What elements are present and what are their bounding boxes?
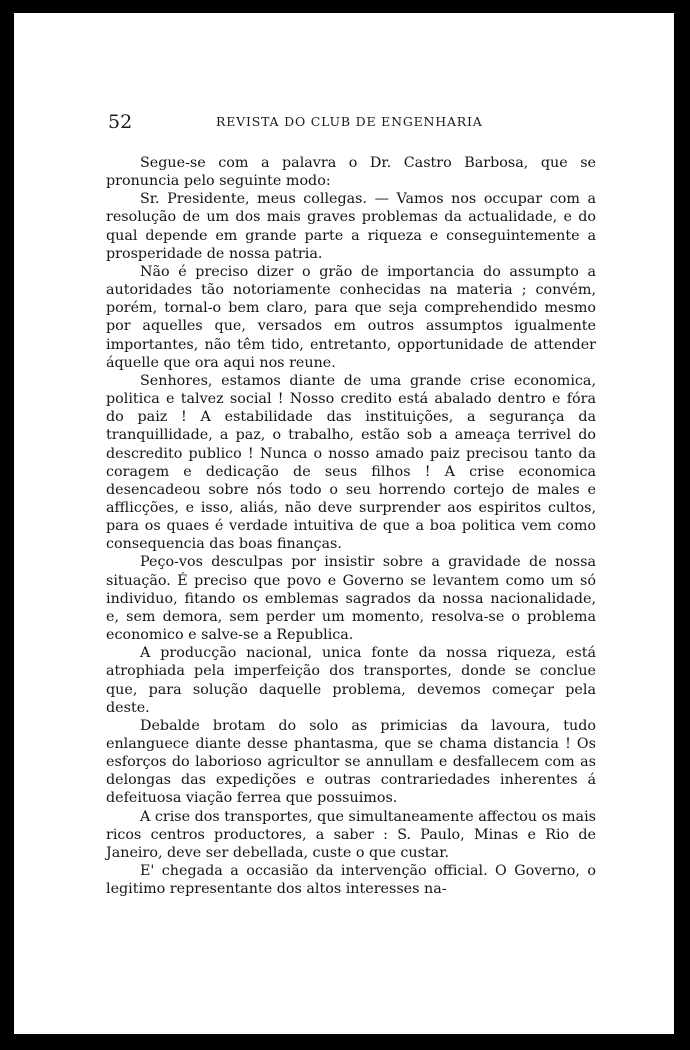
paragraph: Peço-vos desculpas por insistir sobre a gravidade de nossa situação. É preciso que povo e Governo se levantem como um só individuo, fitando os emblemas sagrados da nossa nacionalidade, e, sem demora, sem perder um momento, resolva-se o problema economico e salve-se a Republica.	[106, 554, 596, 644]
paragraph: A producção nacional, unica fonte da nossa riqueza, está atrophiada pela imperfeição dos transportes, donde se conclue que, para solução daquelle problema, devemos começar pela deste.	[106, 645, 596, 716]
page-header	[108, 111, 598, 137]
paragraph: Sr. Presidente, meus collegas. — Vamos nos occupar com a resolução de um dos mais graves problemas da actualidade, e do qual depende em grande parte a riqueza e conseguintemente a prosperidade de nossa patria.	[106, 191, 596, 262]
paragraph: A crise dos transportes, que simultaneamente affectou os mais ricos centros productores, a saber : S. Paulo, Minas e Rio de Janeiro, deve ser debellada, custe o que custar.	[106, 808, 596, 861]
paragraph: Não é preciso dizer o grão de importancia do assumpto a autoridades tão notoriamente conhecidas na materia ; convém, porém, tornal-o bem claro, para que seja comprehendido mesmo por aquelles que, versados em outros assumptos igualmente importantes, não têm tido, entretanto, opportunidade de attender áquelle que ora aqui nos reune.	[106, 263, 596, 371]
paragraph: Senhores, estamos diante de uma grande crise economica, politica e talvez social ! Nosso credito está abalado dentro e fóra do paiz ! A estabilidade das instituições, a segurança da tranquillidade, a paz, o trabalho, estão sob a ameaça terrivel do descredito publico ! Nunca o nosso amado paiz precisou tanto da coragem e dedicação de seus filhos ! A crise economica desencadeou sobre nós todo o seu horrendo cortejo de males e afflicções, e isso, aliás, não deve surprender aos espiritos cultos, para os quaes é verdade intuitiva de que a boa politica vem como consequencia das boas finanças.	[106, 372, 596, 553]
paragraph: E' chegada a occasião da intervenção official. O Governo, o legitimo representante dos altos interesses na-	[106, 863, 596, 898]
book-page	[14, 13, 674, 1034]
page-number: 52	[108, 111, 133, 133]
body-text	[106, 154, 596, 898]
paragraph: Debalde brotam do solo as primicias da lavoura, tudo enlanguece diante desse phantasma, que se chama distancia ! Os esforços do laborioso agricultor se annullam e desfallecem com as delongas das expedições e outras contrariedades inherentes á defeituosa viação ferrea que possuimos.	[106, 717, 596, 807]
running-title: REVISTA DO CLUB DE ENGENHARIA	[216, 114, 483, 129]
paragraph: Segue-se com a palavra o Dr. Castro Barbosa, que se pronuncia pelo seguinte modo:	[106, 155, 596, 190]
